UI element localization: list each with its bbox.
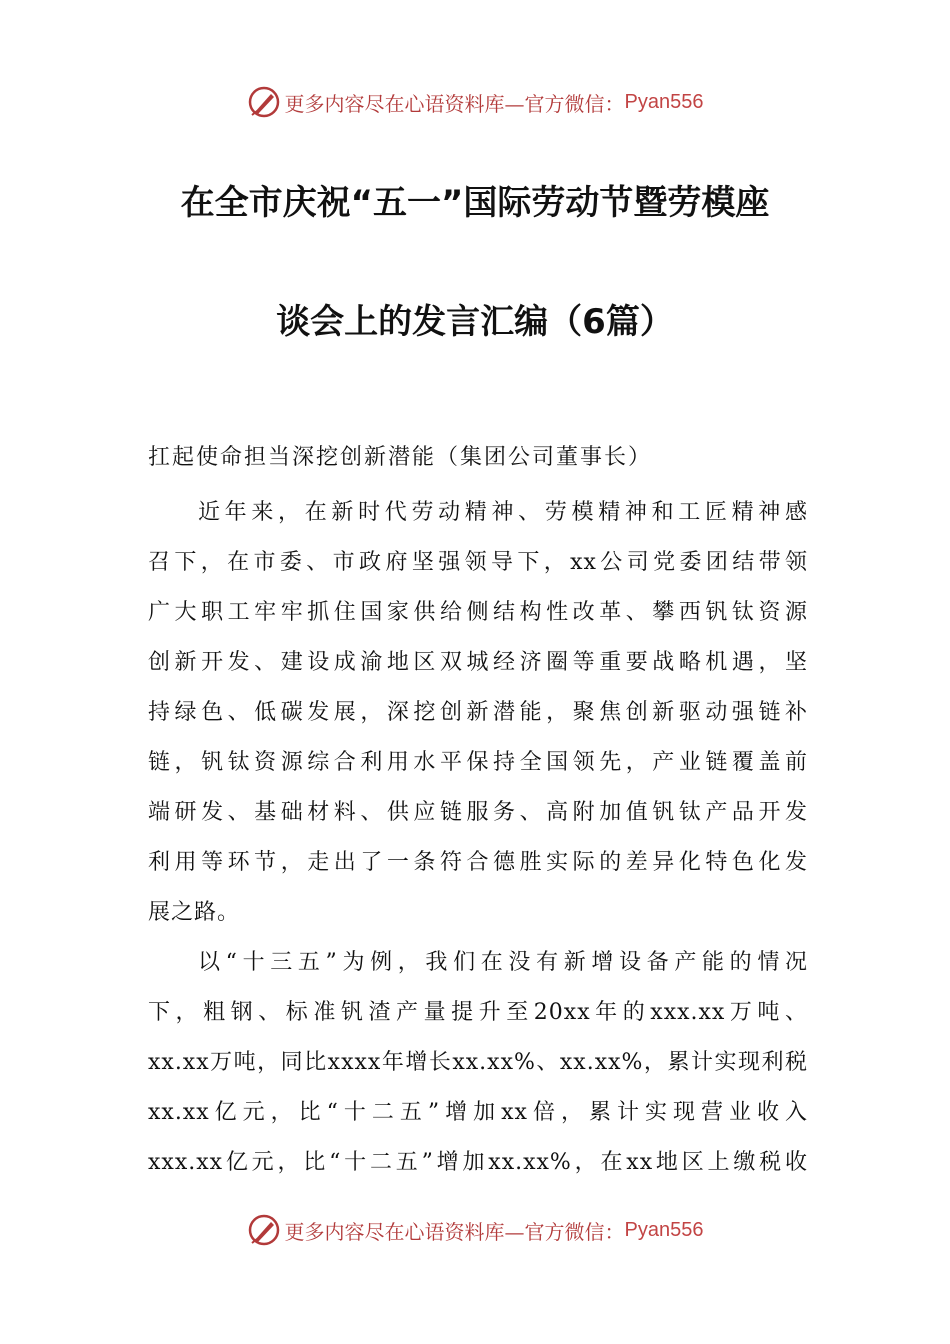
- pen-logo-icon: [247, 85, 281, 119]
- paragraph-line: 以“十三五”为例，我们在没有新增设备产能的情况: [198, 950, 808, 975]
- paragraph-line: 端研发、基础材料、供应链服务、高附加值钒钛产品开发: [148, 800, 808, 825]
- header-banner: [0, 82, 950, 122]
- footer-banner: [0, 1210, 950, 1250]
- paragraph-line: xx.xx万吨，同比xxxx年增长xx.xx%、xx.xx%，累计实现利税: [148, 1050, 808, 1075]
- paragraph-line: xxx.xx亿元，比“十二五”增加xx.xx%，在xx地区上缴税收: [148, 1150, 808, 1175]
- document-body: [148, 488, 808, 1188]
- wechat-id: Pyan556: [624, 1218, 704, 1241]
- banner-text: 更多内容尽在心语资料库—官方微信：: [284, 91, 625, 116]
- document-title-line-2: 谈会上的发言汇编（6篇）: [276, 302, 674, 342]
- paragraph: [148, 488, 808, 938]
- paragraph-line: 持绿色、低碳发展，深挖创新潜能，聚焦创新驱动强链补: [148, 700, 808, 725]
- paragraph-line: 广大职工牢牢抓住国家供给侧结构性改革、攀西钒钛资源: [148, 600, 808, 625]
- paragraph-line: 近年来，在新时代劳动精神、劳模精神和工匠精神感: [198, 500, 808, 525]
- section-subtitle: 扛起使命担当深挖创新潜能（集团公司董事长）: [148, 445, 653, 470]
- paragraph-line: xx.xx亿元，比“十二五”增加xx倍，累计实现营业收入: [148, 1100, 808, 1125]
- wechat-id: Pyan556: [624, 90, 704, 113]
- pen-logo-icon: [247, 1213, 281, 1247]
- paragraph-line: 展之路。: [148, 900, 241, 925]
- paragraph-line: 创新开发、建设成渝地区双城经济圈等重要战略机遇，坚: [148, 650, 808, 675]
- paragraph-line: 利用等环节，走出了一条符合德胜实际的差异化特色化发: [148, 850, 808, 875]
- banner-text: 更多内容尽在心语资料库—官方微信：: [284, 1219, 625, 1244]
- paragraph: [148, 938, 808, 1188]
- document-title-line-1: 在全市庆祝“五一”国际劳动节暨劳模座: [180, 183, 770, 223]
- paragraph-line: 链，钒钛资源综合利用水平保持全国领先，产业链覆盖前: [148, 750, 808, 775]
- paragraph-line: 下，粗钢、标准钒渣产量提升至20xx年的xxx.xx万吨、: [148, 1000, 808, 1025]
- paragraph-line: 召下，在市委、市政府坚强领导下，xx公司党委团结带领: [148, 550, 808, 575]
